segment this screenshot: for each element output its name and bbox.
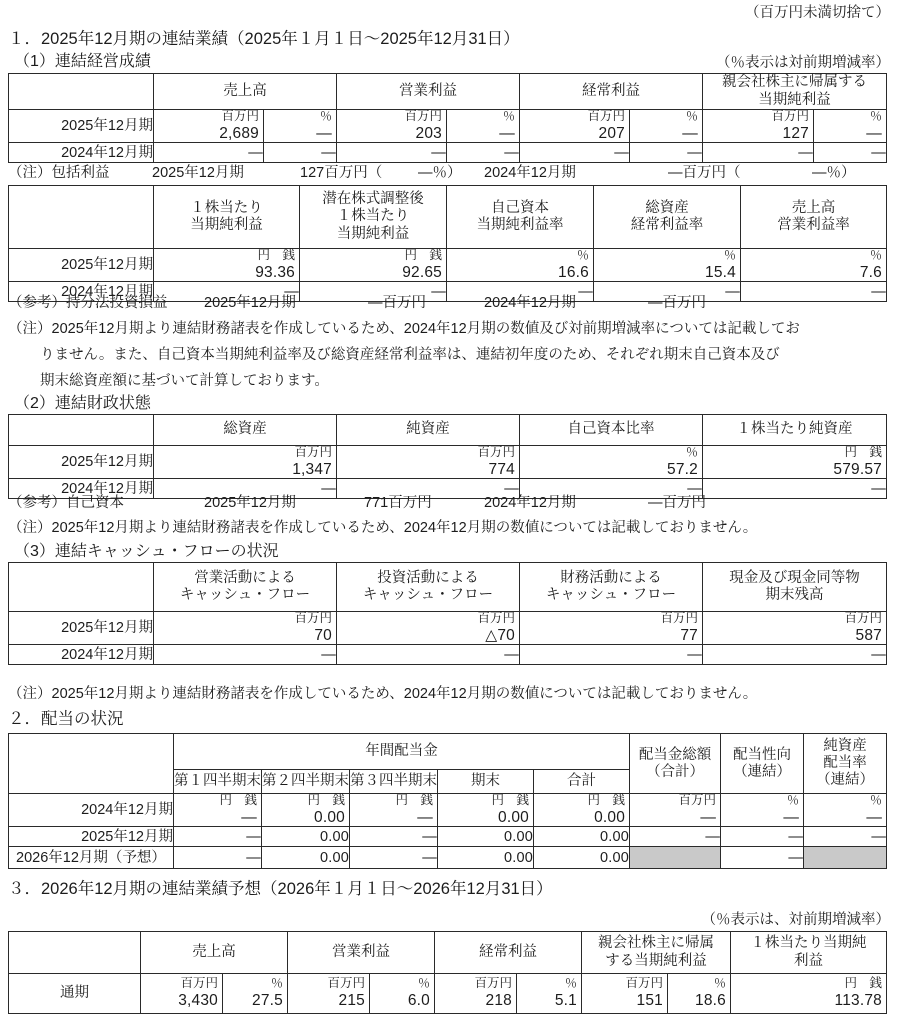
unit-label: 百万円 (180, 976, 218, 991)
col-header-total-assets: 総資産 (154, 415, 337, 446)
col-header-bps: １株当たり純資産 (703, 415, 887, 446)
col-header-operating-income: 営業利益 (337, 74, 520, 110)
col-header-cash-end: 現金及び現金同等物 期末残高 (703, 563, 887, 612)
row-label-fy2024: 2024年12月期 (9, 479, 154, 499)
cell-financing-cf-2025: 百万円 77 (520, 612, 703, 645)
cell-net-2025: 百万円 127 (703, 110, 814, 143)
equity-method-period1: 2025年12月期 (204, 295, 296, 311)
equity-ref-period1: 2025年12月期 (204, 495, 296, 511)
cell-opm-2024: ― (741, 282, 887, 302)
section1-title: １．2025年12月期の連結業績（2025年１月１日～2025年12月31日） (8, 30, 520, 48)
col-header-equity-ratio: 自己資本比率 (520, 415, 703, 446)
unit-label: ％ (869, 248, 882, 262)
cell-investing-cf-2024: ― (337, 645, 520, 665)
table-header-row (9, 734, 887, 770)
cell-ord-pct-forecast: ％ 5.1 (517, 974, 582, 1014)
row-label-fy2025: 2025年12月期 (9, 249, 154, 282)
unit-label: 百万円 (474, 976, 512, 991)
cell-op-2025: 百万円 203 (337, 110, 447, 143)
cell-q3-2024: 円 銭 ― (350, 794, 438, 827)
col-header-sales: 売上高 (154, 74, 337, 110)
unit-label: 百万円 (660, 611, 698, 625)
unit-label: ％ (685, 445, 698, 459)
cell-q3-2026: ― (350, 847, 438, 869)
unit-label: ％ (319, 109, 332, 123)
table-row (9, 446, 887, 479)
cell-q2-2024: 円 銭 0.00 (262, 794, 350, 827)
cell-roe-2024: ― (447, 282, 594, 302)
cell-cash-end-2025: 百万円 587 (703, 612, 887, 645)
cell-sales-2024: ― (154, 143, 264, 163)
cell-payout-2025: ― (721, 827, 804, 847)
row-label-fy2025: 2025年12月期 (9, 110, 154, 143)
table-row (9, 249, 887, 282)
cell-net-pct-forecast: ％ 18.6 (668, 974, 731, 1014)
cell-bps-2025: 円 銭 579.57 (703, 446, 887, 479)
col-header-net-assets: 純資産 (337, 415, 520, 446)
section1-sub1-title: （1）連結経営成績 (14, 53, 151, 70)
cell-roa-2024: ― (594, 282, 741, 302)
section1-note-c: （注）2025年12月期より連結財務諸表を作成しているため、2024年12月期の数値については記載しておりません。 (8, 520, 758, 536)
col-header-sales: 売上高 (141, 932, 288, 974)
cell-op-pct-forecast: ％ 6.0 (370, 974, 435, 1014)
unit-label: ％ (723, 248, 736, 262)
col-header-annual-dividend: 年間配当金 (174, 734, 630, 770)
cell-cash-end-2024: ― (703, 645, 887, 665)
unit-label: 百万円 (477, 611, 515, 625)
row-label-fy2025: 2025年12月期 (9, 446, 154, 479)
cell-operating-cf-2025: 百万円 70 (154, 612, 337, 645)
cell-sales-forecast: 百万円 3,430 (141, 974, 223, 1014)
table-row (9, 794, 887, 827)
rounding-note: （百万円未満切捨て） (745, 5, 890, 21)
cell-ord-forecast: 百万円 218 (435, 974, 517, 1014)
col-header-q1-end: 第１四半期末 (174, 770, 262, 794)
cell-total-2025: 0.00 (534, 827, 630, 847)
cell-dpr-2024: ％ ― (804, 794, 887, 827)
unit-label: 円 銭 (307, 793, 345, 807)
cell-year-end-2025: 0.00 (438, 827, 534, 847)
col-header-ordinary-income: 経常利益 (435, 932, 582, 974)
cell-bps-2024: ― (703, 479, 887, 499)
col-header-roa: 総資産 経常利益率 (594, 186, 741, 249)
section1-note-line2: りません。また、自己資本当期純利益率及び総資産経常利益率は、連結初年度のため、それぞれ期末自己資本及び (40, 347, 780, 363)
section2-title: ２．配当の状況 (8, 710, 124, 728)
equity-ref-period2: 2024年12月期 (484, 495, 576, 511)
table-header-row (9, 563, 887, 612)
cell-net-forecast: 百万円 151 (582, 974, 668, 1014)
equity-method-period2: 2024年12月期 (484, 295, 576, 311)
unit-label: 百万円 (678, 793, 717, 807)
equity-method-value2: ―百万円 (648, 295, 706, 311)
cell-q2-2025: 0.00 (262, 827, 350, 847)
comprehensive-income-label: （注）包括利益 (8, 165, 110, 181)
col-header-q2-end: 第２四半期末 (262, 770, 350, 794)
cell-equity-ratio-2024: ― (520, 479, 703, 499)
unit-label: 百万円 (221, 109, 259, 123)
cell-net-assets-2025: 百万円 774 (337, 446, 520, 479)
equity-method-label: （参考）持分法投資損益 (8, 295, 168, 311)
table-header-row (9, 186, 887, 249)
cell-op-pct-2025: ％ ― (447, 110, 520, 143)
unit-label: ％ (713, 976, 726, 991)
cell-equity-ratio-2025: ％ 57.2 (520, 446, 703, 479)
cell-ord-2024: ― (520, 143, 630, 163)
col-header-net-income-line1: 親会社株主に帰属する (722, 74, 867, 91)
cell-net-2024: ― (703, 143, 814, 163)
col-header-net-income (703, 74, 887, 110)
table-financial-position (8, 414, 887, 499)
unit-label: 円 銭 (844, 976, 882, 991)
cell-op-pct-2024: ― (447, 143, 520, 163)
cell-ord-pct-2024: ― (630, 143, 703, 163)
corner-cell (9, 932, 141, 974)
unit-label: ％ (270, 976, 283, 991)
cell-net-assets-2024: ― (337, 479, 520, 499)
comprehensive-income-period2: 2024年12月期 (484, 165, 576, 181)
row-label-fy2025: 2025年12月期 (9, 827, 174, 847)
cell-financing-cf-2024: ― (520, 645, 703, 665)
corner-cell (9, 186, 154, 249)
section1-sub2-title: （2）連結財政状態 (14, 395, 151, 412)
col-header-operating-income: 営業利益 (288, 932, 435, 974)
comprehensive-income-period1: 2025年12月期 (152, 165, 244, 181)
unit-label: 百万円 (477, 445, 515, 459)
unit-label: 百万円 (771, 109, 809, 123)
col-header-investing-cf: 投資活動による キャッシュ・フロー (337, 563, 520, 612)
unit-label: 円 銭 (404, 248, 442, 262)
col-header-dividend-on-equity: 純資産 配当率 （連結） (804, 734, 887, 794)
cell-net-pct-2024: ― (814, 143, 887, 163)
cell-sales-pct-2024: ― (264, 143, 337, 163)
equity-ref-label: （参考）自己資本 (8, 495, 124, 511)
unit-label: 円 銭 (395, 793, 433, 807)
cell-eps-2025: 円 銭 93.36 (154, 249, 300, 282)
cell-dividend-total-2026 (630, 847, 721, 869)
cell-payout-2026: ― (721, 847, 804, 869)
col-header-payout-ratio: 配当性向 （連結） (721, 734, 804, 794)
table-row (9, 645, 887, 665)
cell-eps-forecast: 円 銭 113.78 (731, 974, 887, 1014)
cell-total-2026: 0.00 (534, 847, 630, 869)
cell-dividend-total-2024: 百万円 ― (630, 794, 721, 827)
unit-label: 百万円 (625, 976, 663, 991)
unit-label: 百万円 (294, 611, 332, 625)
cell-total-assets-2024: ― (154, 479, 337, 499)
cell-q2-2026: 0.00 (262, 847, 350, 869)
section1-note-d: （注）2025年12月期より連結財務諸表を作成しているため、2024年12月期の数値については記載しておりません。 (8, 686, 758, 702)
equity-ref-value2: ―百万円 (648, 495, 706, 511)
row-label-full-year: 通期 (9, 974, 141, 1014)
col-header-eps: １株当たり 当期純利益 (154, 186, 300, 249)
unit-label: 百万円 (327, 976, 365, 991)
col-header-ordinary-income: 経常利益 (520, 74, 703, 110)
table-per-share-ratios (8, 185, 887, 302)
unit-label: ％ (869, 109, 882, 123)
unit-label: 百万円 (587, 109, 625, 123)
cell-op-2024: ― (337, 143, 447, 163)
cell-total-2024: 円 銭 0.00 (534, 794, 630, 827)
section1-sub3-title: （3）連結キャッシュ・フローの状況 (14, 543, 279, 560)
cell-dpr-2025: ― (804, 827, 887, 847)
corner-cell (9, 734, 174, 794)
col-header-eps: １株当たり当期純 利益 (731, 932, 887, 974)
comprehensive-income-value2: ―百万円（ (668, 165, 741, 181)
corner-cell (9, 74, 154, 110)
row-label-fy2024: 2024年12月期 (9, 282, 154, 302)
cell-total-assets-2025: 百万円 1,347 (154, 446, 337, 479)
cell-q1-2026: ― (174, 847, 262, 869)
cell-diluted-eps-2025: 円 銭 92.65 (300, 249, 447, 282)
col-header-diluted-eps: 潜在株式調整後 １株当たり 当期純利益 (300, 186, 447, 249)
cell-ord-pct-2025: ％ ― (630, 110, 703, 143)
col-header-roe: 自己資本 当期純利益率 (447, 186, 594, 249)
comprehensive-income-pct1: ―％） (418, 165, 462, 181)
section3-note: （％表示は、対前期増減率） (701, 912, 890, 928)
cell-year-end-2024: 円 銭 0.00 (438, 794, 534, 827)
section3-title: ３．2026年12月期の連結業績予想（2026年１月１日～2026年12月31日） (8, 880, 553, 898)
col-header-year-end: 期末 (438, 770, 534, 794)
unit-label: 百万円 (404, 109, 442, 123)
cell-q1-2024: 円 銭 ― (174, 794, 262, 827)
unit-label: 円 銭 (587, 793, 626, 807)
table-forecast (8, 931, 887, 1014)
table-dividends (8, 733, 887, 869)
cell-roa-2025: ％ 15.4 (594, 249, 741, 282)
comprehensive-income-value1: 127百万円（ (300, 165, 383, 181)
unit-label: ％ (787, 793, 800, 807)
cell-investing-cf-2025: 百万円 △70 (337, 612, 520, 645)
cell-opm-2025: ％ 7.6 (741, 249, 887, 282)
section1-note-line1: （注）2025年12月期より連結財務諸表を作成しているため、2024年12月期の数値及び対前期増減率については記載してお (8, 321, 800, 337)
row-label-fy2024: 2024年12月期 (9, 645, 154, 665)
cell-payout-2024: ％ ― (721, 794, 804, 827)
corner-cell (9, 415, 154, 446)
equity-ref-value1: 771百万円 (364, 495, 432, 511)
cell-q1-2025: ― (174, 827, 262, 847)
table-row (9, 143, 887, 163)
cell-year-end-2026: 0.00 (438, 847, 534, 869)
col-header-financing-cf: 財務活動による キャッシュ・フロー (520, 563, 703, 612)
cell-sales-2025: 百万円 2,689 (154, 110, 264, 143)
unit-label: 円 銭 (491, 793, 529, 807)
table-header-row (9, 74, 887, 110)
row-label-fy2024: 2024年12月期 (9, 794, 174, 827)
col-header-operating-margin: 売上高 営業利益率 (741, 186, 887, 249)
unit-label: 円 銭 (257, 248, 295, 262)
unit-label: ％ (417, 976, 430, 991)
table-row (9, 612, 887, 645)
cell-dpr-2026 (804, 847, 887, 869)
unit-label: ％ (685, 109, 698, 123)
unit-label: 円 銭 (219, 793, 257, 807)
cell-q3-2025: ― (350, 827, 438, 847)
table-row-forecast (9, 847, 887, 869)
table-row (9, 974, 887, 1014)
table-row (9, 110, 887, 143)
col-header-net-income-line2: 当期純利益 (758, 91, 831, 108)
table-header-row (9, 932, 887, 974)
unit-label: 百万円 (294, 445, 332, 459)
cell-diluted-eps-2024: ― (300, 282, 447, 302)
col-header-dividend-total: 配当金総額 （合計） (630, 734, 721, 794)
unit-label: ％ (564, 976, 577, 991)
unit-label: ％ (576, 248, 589, 262)
cell-operating-cf-2024: ― (154, 645, 337, 665)
cell-roe-2025: ％ 16.6 (447, 249, 594, 282)
row-label-fy2024: 2024年12月期 (9, 143, 154, 163)
unit-label: ％ (870, 793, 883, 807)
cell-op-forecast: 百万円 215 (288, 974, 370, 1014)
table-operating-results (8, 73, 887, 163)
cell-eps-2024: ― (154, 282, 300, 302)
col-header-operating-cf: 営業活動による キャッシュ・フロー (154, 563, 337, 612)
table-cash-flow (8, 562, 887, 665)
unit-label: 百万円 (844, 611, 882, 625)
table-row (9, 827, 887, 847)
row-label-fy2025: 2025年12月期 (9, 612, 154, 645)
cell-net-pct-2025: ％ ― (814, 110, 887, 143)
col-header-q3-end: 第３四半期末 (350, 770, 438, 794)
unit-label: ％ (502, 109, 515, 123)
section1-sub1-note: （％表示は対前期増減率） (716, 55, 890, 71)
comprehensive-income-pct2: ―％） (812, 165, 856, 181)
equity-method-value1: ―百万円 (368, 295, 426, 311)
col-header-total: 合計 (534, 770, 630, 794)
cell-sales-pct-forecast: ％ 27.5 (223, 974, 288, 1014)
cell-sales-pct-2025: ％ ― (264, 110, 337, 143)
table-header-row (9, 415, 887, 446)
cell-ord-2025: 百万円 207 (520, 110, 630, 143)
cell-dividend-total-2025: ― (630, 827, 721, 847)
row-label-fy2026-forecast: 2026年12月期（予想） (9, 847, 174, 869)
col-header-net-income: 親会社株主に帰属 する当期純利益 (582, 932, 731, 974)
table-row (9, 479, 887, 499)
corner-cell (9, 563, 154, 612)
section1-note-line3: 期末総資産額に基づいて計算しております。 (40, 373, 329, 389)
unit-label: 円 銭 (844, 445, 882, 459)
